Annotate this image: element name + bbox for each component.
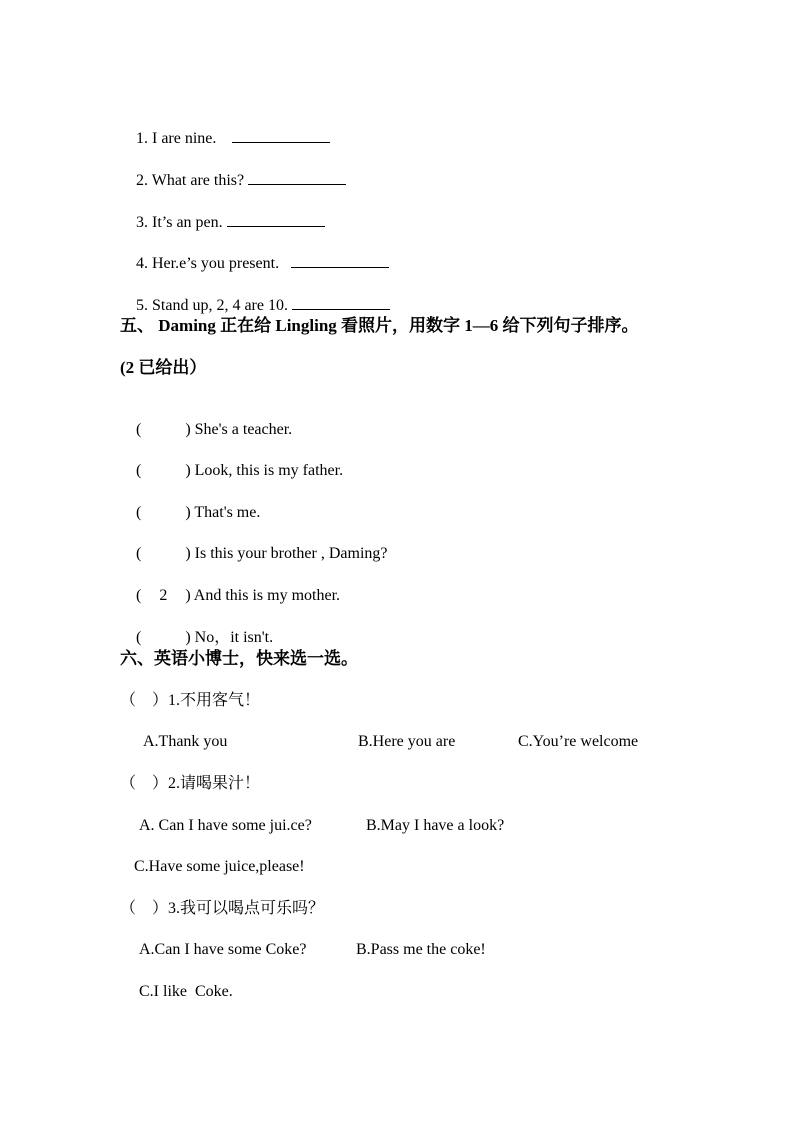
section-five-note: (2 已给出）: [120, 358, 207, 377]
sentence-text: And this is my mother.: [193, 587, 341, 604]
ordering-item: ( ) That's me.: [136, 504, 261, 521]
ordering-item: ( ) Is this your brother , Daming?: [136, 545, 388, 562]
q2-option-b[interactable]: B.May I have a look?: [366, 817, 505, 834]
q3-option-a[interactable]: A.Can I have some Coke?: [139, 941, 307, 958]
answer-blank[interactable]: [227, 212, 325, 227]
item-text: 1. I are nine.: [136, 130, 229, 147]
answer-blank[interactable]: [232, 128, 330, 143]
item-text: 3. It’s an pen.: [136, 214, 223, 231]
answer-blank[interactable]: [292, 295, 390, 310]
ordering-item: ( ) She's a teacher.: [136, 421, 293, 438]
sentence-text: Look, this is my father.: [194, 462, 344, 479]
item-text: 5. Stand up, 2, 4 are 10.: [136, 297, 288, 314]
answer-blank[interactable]: [291, 253, 389, 268]
ordering-item: ( ) No，it isn't.: [136, 629, 274, 646]
q1-option-b[interactable]: B.Here you are: [358, 733, 456, 750]
sentence-text: Is this your brother , Daming?: [194, 545, 388, 562]
ordering-item: ( ) Look, this is my father.: [136, 462, 344, 479]
item-text: 4. Her.e’s you present.: [136, 255, 288, 272]
q1-option-c[interactable]: C.You’re welcome: [518, 733, 639, 750]
answer-blank[interactable]: [248, 170, 346, 185]
q3-option-c[interactable]: C.I like Coke.: [139, 983, 233, 1000]
question-one-stem: （ ）1.不用客气！: [120, 692, 261, 709]
q1-option-a[interactable]: A.Thank you: [143, 733, 228, 750]
q2-option-a[interactable]: A. Can I have some jui.ce?: [139, 817, 312, 834]
ordering-item: ( 2 ) And this is my mother.: [136, 587, 341, 604]
sentence-text: That's me.: [194, 504, 261, 521]
q2-option-c[interactable]: C.Have some juice,please!: [134, 858, 305, 875]
question-three-stem: （ ）3.我可以喝点可乐吗？: [120, 900, 325, 917]
question-two-stem: （ ）2.请喝果汁！: [120, 775, 261, 792]
item-text: 2. What are this?: [136, 172, 245, 189]
sentence-text: No，it isn't.: [194, 629, 274, 646]
order-slot[interactable]: 2: [159, 587, 168, 604]
sentence-text: She's a teacher.: [194, 421, 293, 438]
section-six-title: 六、英语小博士，快来选一选。: [120, 649, 358, 668]
section-five-title: 五、 Daming 正在给 Lingling 看照片，用数字 1—6 给下列句子排序。: [120, 316, 639, 335]
q3-option-b[interactable]: B.Pass me the coke!: [356, 941, 486, 958]
